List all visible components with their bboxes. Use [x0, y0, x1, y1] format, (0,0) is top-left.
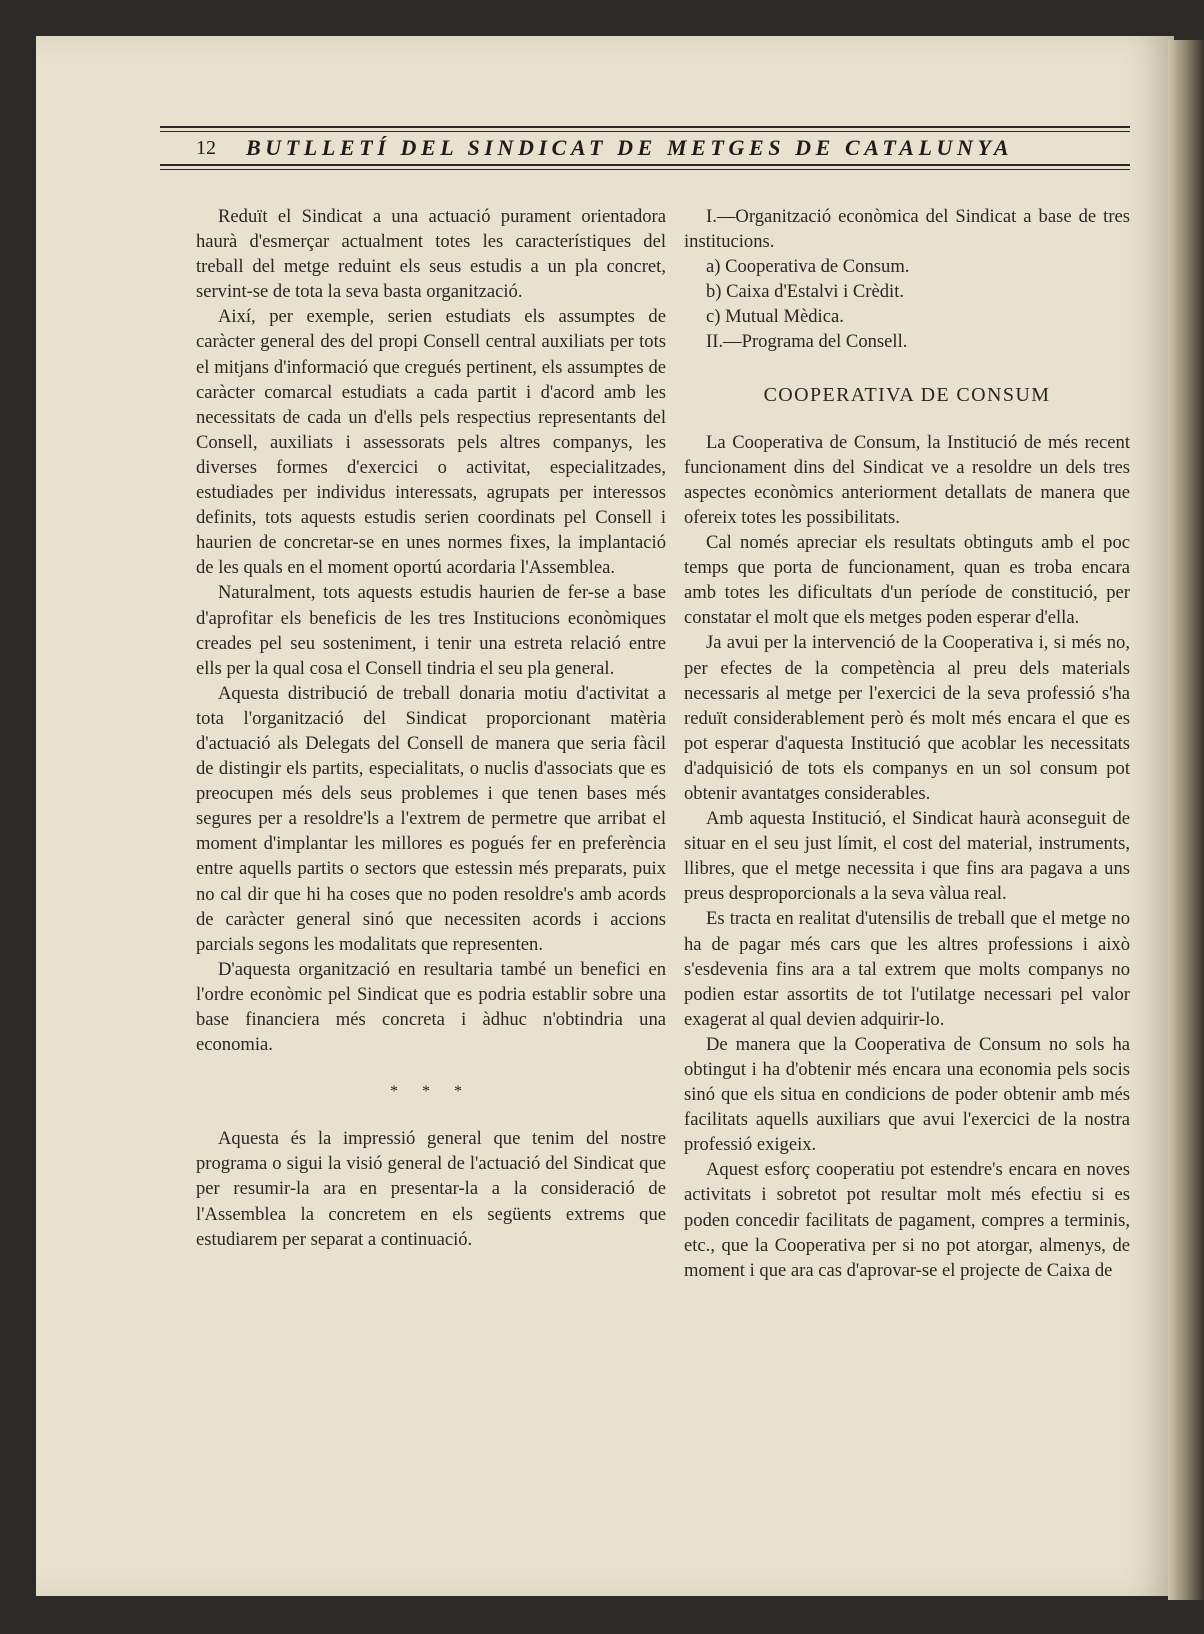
section-separator: * * * [390, 1083, 472, 1101]
paragraph: De manera que la Cooperativa de Consum no sols ha obtingut i ha d'obtenir més encara una economia pels socis sinó que els situa en condicions de poder obtenir amb més facilitats aquells auxiliars que avui l'exercici de la nostra professió exigeix. [684, 1033, 1130, 1156]
left-column [196, 204, 666, 1252]
header-rule [160, 131, 1130, 132]
header-rule [160, 164, 1130, 166]
page-number: 12 [196, 137, 216, 159]
header-rule [160, 169, 1130, 170]
running-title: BUTLLETÍ DEL SINDICAT DE METGES DE CATALUNYA [246, 135, 1014, 160]
paragraph: Aquest esforç cooperatiu pot estendre's encara en noves activitats i sobretot pot resultar molt més efectiu si es poden concedir facilitats de pagament, compres a terminis, etc., que la Cooperativa per si no pot atorgar, almenys, de moment i que ara cas d'aprovar-se el projecte de Caixa de [684, 1159, 1130, 1281]
page-edge [1168, 40, 1204, 1600]
paragraph: La Cooperativa de Consum, la Institució de més recent funcionament dins del Sindicat ve a resoldre un dels tres aspectes econòmics anteriorment detallats de manera que ofereix totes les possibilitats. [684, 431, 1130, 528]
header-rule [160, 126, 1130, 128]
outline-item: c) Mutual Mèdica. [706, 306, 844, 328]
outline-item: a) Cooperativa de Consum. [706, 256, 910, 278]
outline-item: b) Caixa d'Estalvi i Crèdit. [706, 281, 905, 303]
paragraph: Així, per exemple, serien estudiats els assumptes de caràcter general des del propi Consell central auxiliats per tots el mitjans d'informació que cregués pertinent, els assumptes de caràcter comarcal estudiats a cada partit i d'acord amb les necessitats de cada un d'ells pels respectius representants del Consell, auxiliats i assessorats pels altres companys, les diverses formes d'exercici o activitat, especialitzades, estudiades per individus interessats, agrupats per interessos definits, tots aquests estudis serien coordinats pel Consell i haurien de concretar-se en unes normes fixes, la implantació de les quals en el moment oportú acordaria l'Assemblea. [196, 306, 666, 579]
paragraph: Reduït el Sindicat a una actuació purament orientadora haurà d'esmerçar actualment totes les característiques del treball del metge reduint els seus estudis a un pla concret, servint-se de tota la seva basta organització. [196, 206, 666, 303]
page-header [160, 120, 1130, 180]
paragraph: Naturalment, tots aquests estudis haurien de fer-se a base d'aprofitar els beneficis de les tres Institucions econòmiques creades pel seu sosteniment, i tenir una estreta relació entre ells per la qual cosa el Consell tindria el seu pla general. [196, 582, 666, 679]
paragraph: Amb aquesta Institució, el Sindicat haurà aconseguit de situar en el seu just límit, el cost del material, instruments, llibres, que el metge necessita i que fins ara pagava a uns preus desproporcionals a la seva vàlua real. [684, 808, 1130, 905]
paragraph: Es tracta en realitat d'utensilis de treball que el metge no ha de pagar més cars que les altres professions i això s'esdevenia fins ara a tal extrem que molts companys no podien estar assortits de tot l'utilatge necessari pel valor exagerat al qual devien adquirir-lo. [684, 908, 1130, 1030]
section-heading: COOPERATIVA DE CONSUM [763, 383, 1051, 406]
paragraph: D'aquesta organització en resultaria també un benefici en l'ordre econòmic pel Sindicat que es podria establir sobre una base financiera més concreta i àdhuc n'obtindria una economia. [196, 958, 666, 1056]
outline-item: I.—Organització econòmica del Sindicat a base de tres institucions. [684, 206, 1130, 253]
paragraph: Cal només apreciar els resultats obtinguts amb el poc temps que porta de funcionament, quan es troba encara amb totes les dificultats d'un període de constitució, per constatar el molt que els metges poden esperar d'ella. [684, 532, 1130, 629]
right-column [684, 204, 1130, 1283]
paragraph: Ja avui per la intervenció de la Cooperativa i, si més no, per efectes de la competència al preu dels materials necessaris al metge per l'exercici de la seva professió s'ha reduït considerablement però és molt més encara el que es pot esperar d'aquesta Institució que acoblar les necessitats d'adquisició de tots els companys en un sol consum pot obtenir avantatges considerables. [684, 632, 1130, 804]
paragraph: Aquesta és la impressió general que tenim del nostre programa o sigui la visió general de l'actuació del Sindicat que per resumir-la ara en presentar-la a la consideració de l'Assemblea la concretem en els següents extrems que estudiarem per separat a continuació. [196, 1128, 666, 1250]
paragraph: Aquesta distribució de treball donaria motiu d'activitat a tota l'organització del Sindicat proporcionant matèria d'actuació als Delegats del Consell de manera que seria fàcil de distingir els partits, especialitats, o nuclis d'associats que es preocupen més dels seus problemes i que tenen bases més segures per a resoldre'ls a l'extrem de permetre que arribat el moment d'implantar les millores es pogués fer en preferència entre aquells partits o sectors que estessin més preparats, puix no cal dir que hi ha coses que no poden resoldre's amb acords de caràcter general sinó que necessiten acords i accions parcials segons les modalitats que representen. [196, 682, 666, 955]
outline-item: II.—Programa del Consell. [706, 331, 908, 353]
